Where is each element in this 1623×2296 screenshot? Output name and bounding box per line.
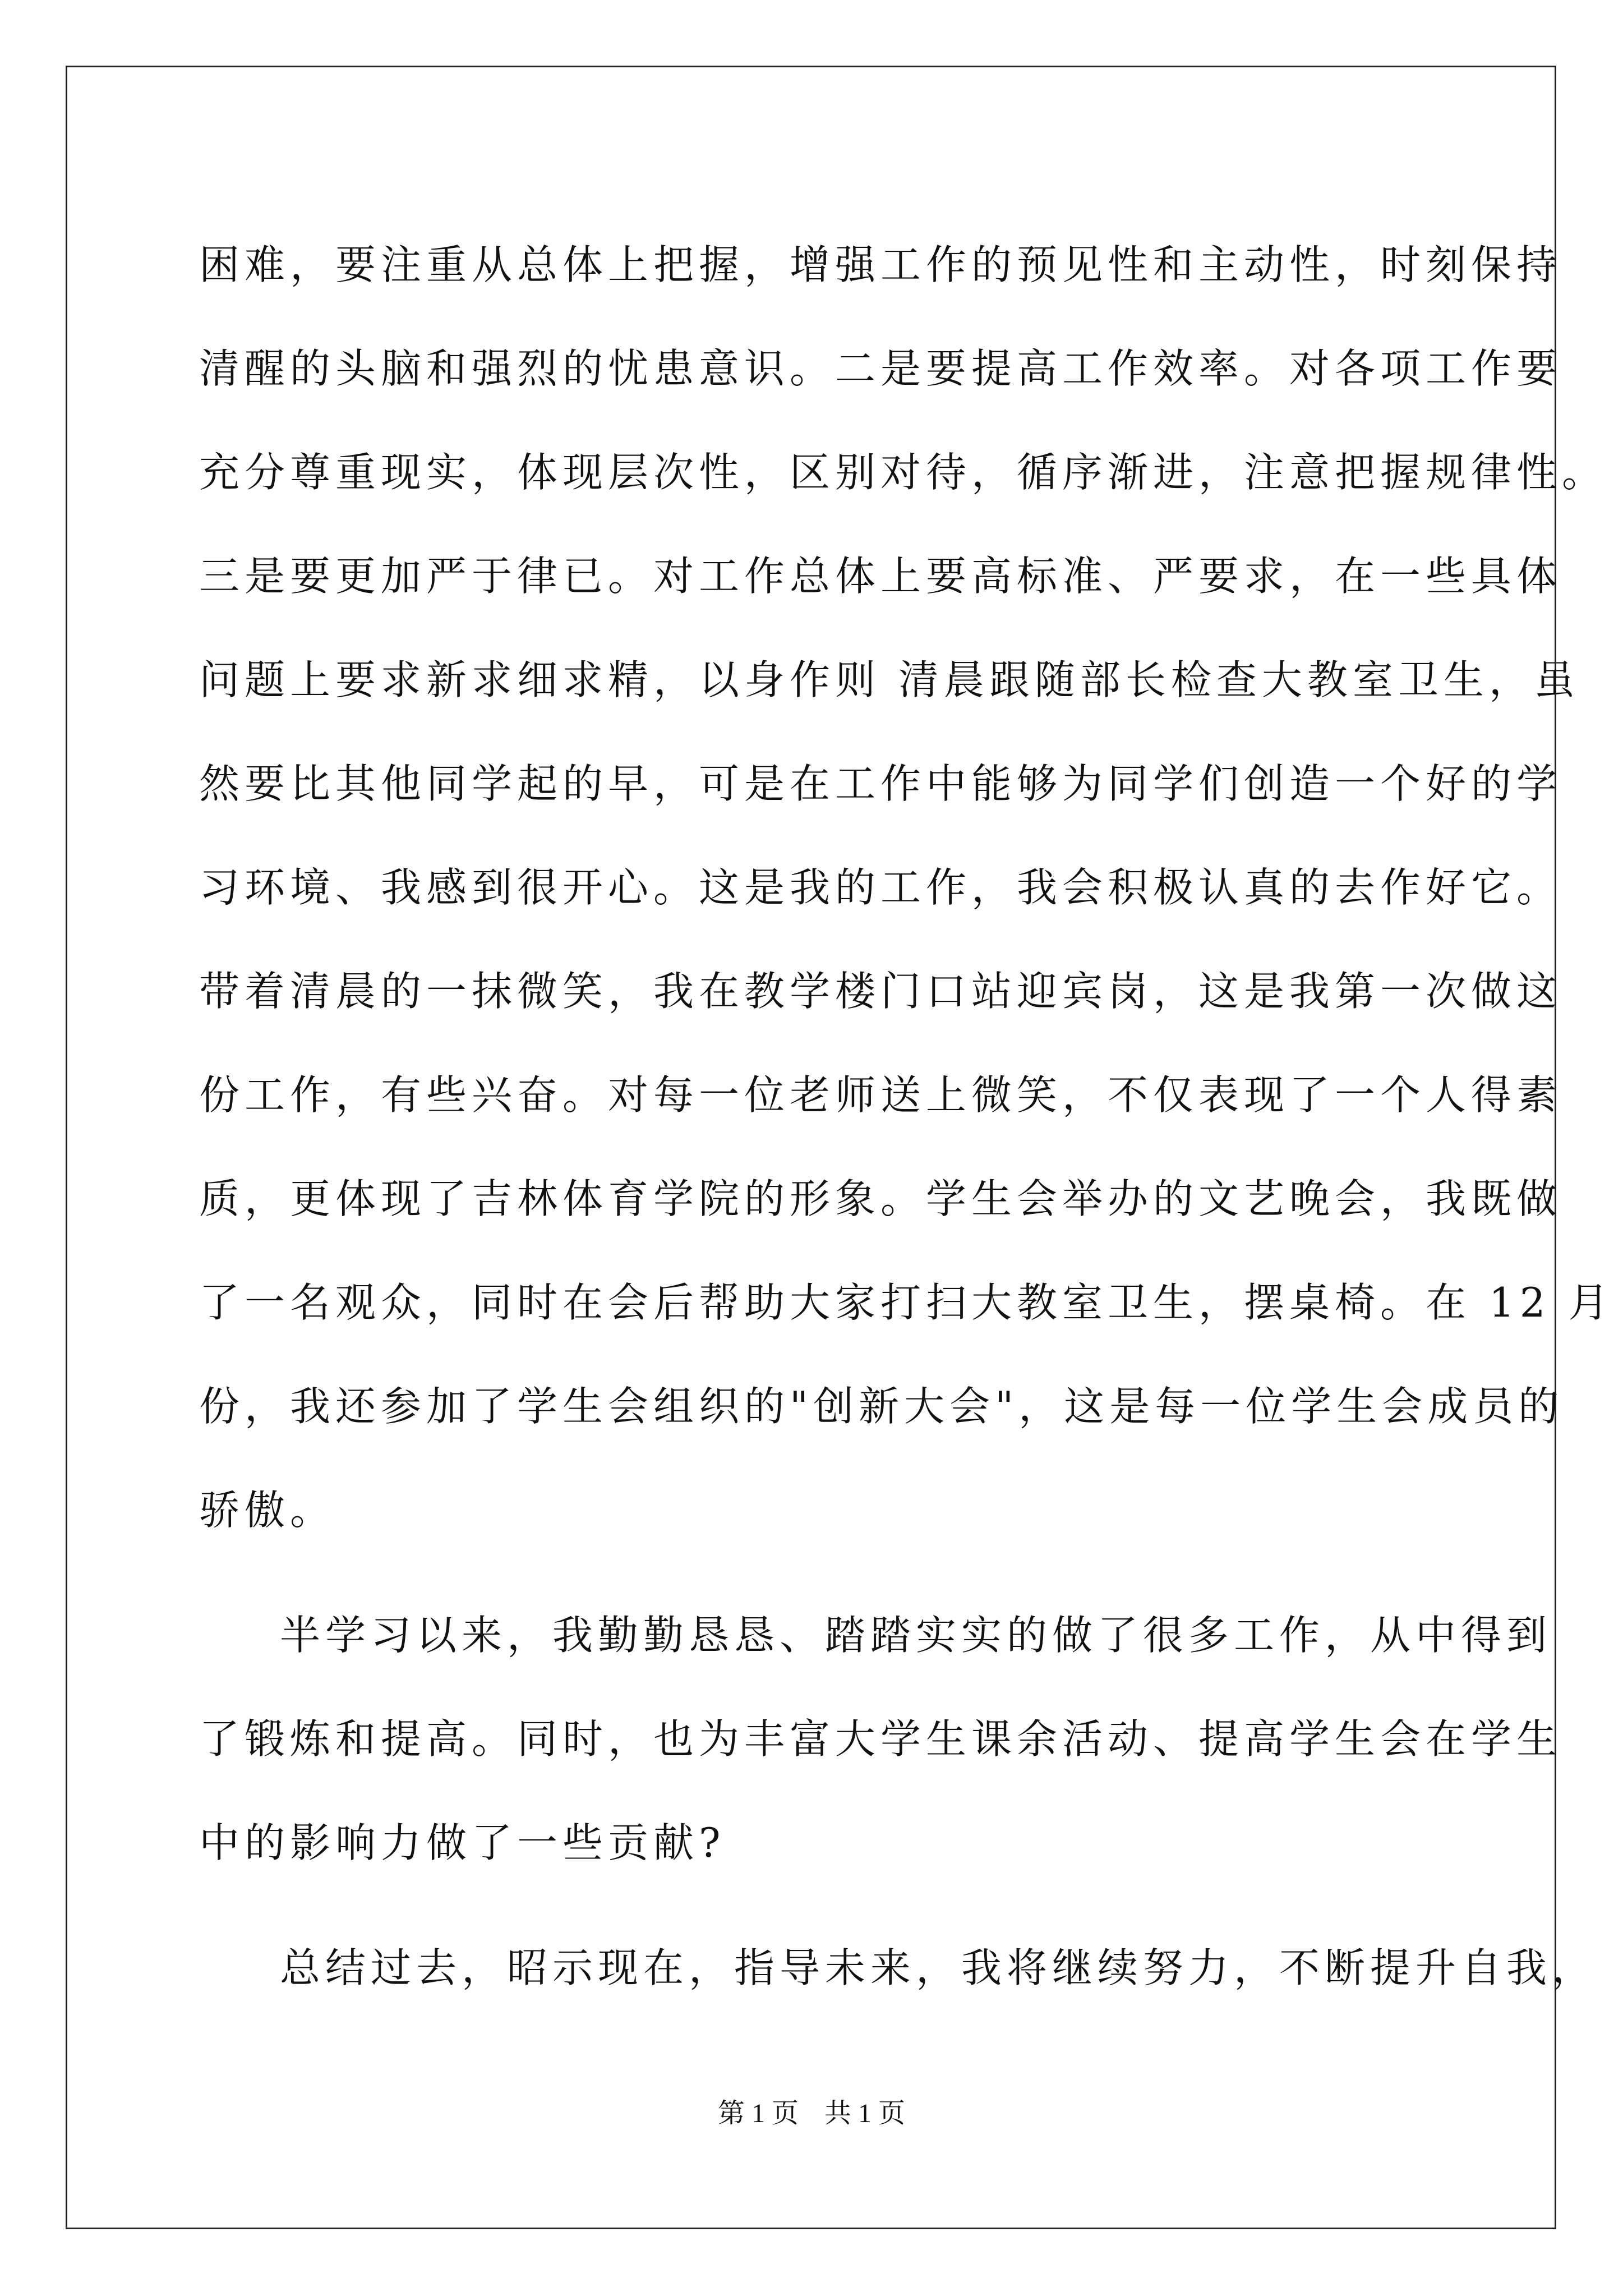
- paragraph-1: [199, 213, 1614, 1562]
- text-line: 带着清晨的一抹微笑，我在教学楼门口站迎宾岗，这是我第一次做这: [199, 968, 1562, 1015]
- text-line: 了一名观众，同时在会后帮助大家打扫大教室卫生，摆桌椅。在 12 月: [199, 1279, 1614, 1326]
- text-line: 充分尊重现实，体现层次性，区别对待，循序渐进，注意把握规律性。: [199, 449, 1608, 496]
- text-line: 三是要更加严于律已。对工作总体上要高标准、严要求，在一些具体: [199, 553, 1562, 600]
- page-total: 共 1 页: [824, 2099, 906, 2128]
- text-line: 习环境、我感到很开心。这是我的工作，我会积极认真的去作好它。: [199, 864, 1562, 911]
- text-line: 然要比其他同学起的早，可是在工作中能够为同学们创造一个好的学: [199, 760, 1562, 807]
- text-line: 质，更体现了吉林体育学院的形象。学生会举办的文艺晚会，我既做: [199, 1175, 1562, 1222]
- paragraph-2: [199, 1584, 1562, 1895]
- text-line: 清醒的头脑和强烈的忧患意识。二是要提高工作效率。对各项工作要: [199, 345, 1562, 392]
- text-line: 问题上要求新求细求精，以身作则 清晨跟随部长检查大教室卫生，虽: [199, 656, 1580, 703]
- page-footer: [0, 2097, 1623, 2131]
- page-number: 第 1 页: [717, 2099, 799, 2128]
- paragraph-3: [199, 1916, 1598, 2020]
- text-line: 了锻炼和提高。同时，也为丰富大学生课余活动、提高学生会在学生: [199, 1715, 1562, 1763]
- text-line: 份工作，有些兴奋。对每一位老师送上微笑，不仅表现了一个人得素: [199, 1071, 1562, 1119]
- text-line: 骄傲。: [199, 1487, 336, 1534]
- text-line: 中的影响力做了一些贡献?: [199, 1819, 726, 1866]
- text-line: 总结过去，昭示现在，指导未来，我将继续努力，不断提升自我，: [280, 1944, 1598, 1991]
- text-line: 份，我还参加了学生会组织的"创新大会"，这是每一位学生会成员的: [199, 1383, 1564, 1430]
- text-line: 困难，要注重从总体上把握，增强工作的预见性和主动性，时刻保持: [199, 241, 1562, 288]
- document-body: [199, 213, 1614, 2020]
- text-line: 半学习以来，我勤勤恳恳、踏踏实实的做了很多工作，从中得到: [280, 1612, 1552, 1659]
